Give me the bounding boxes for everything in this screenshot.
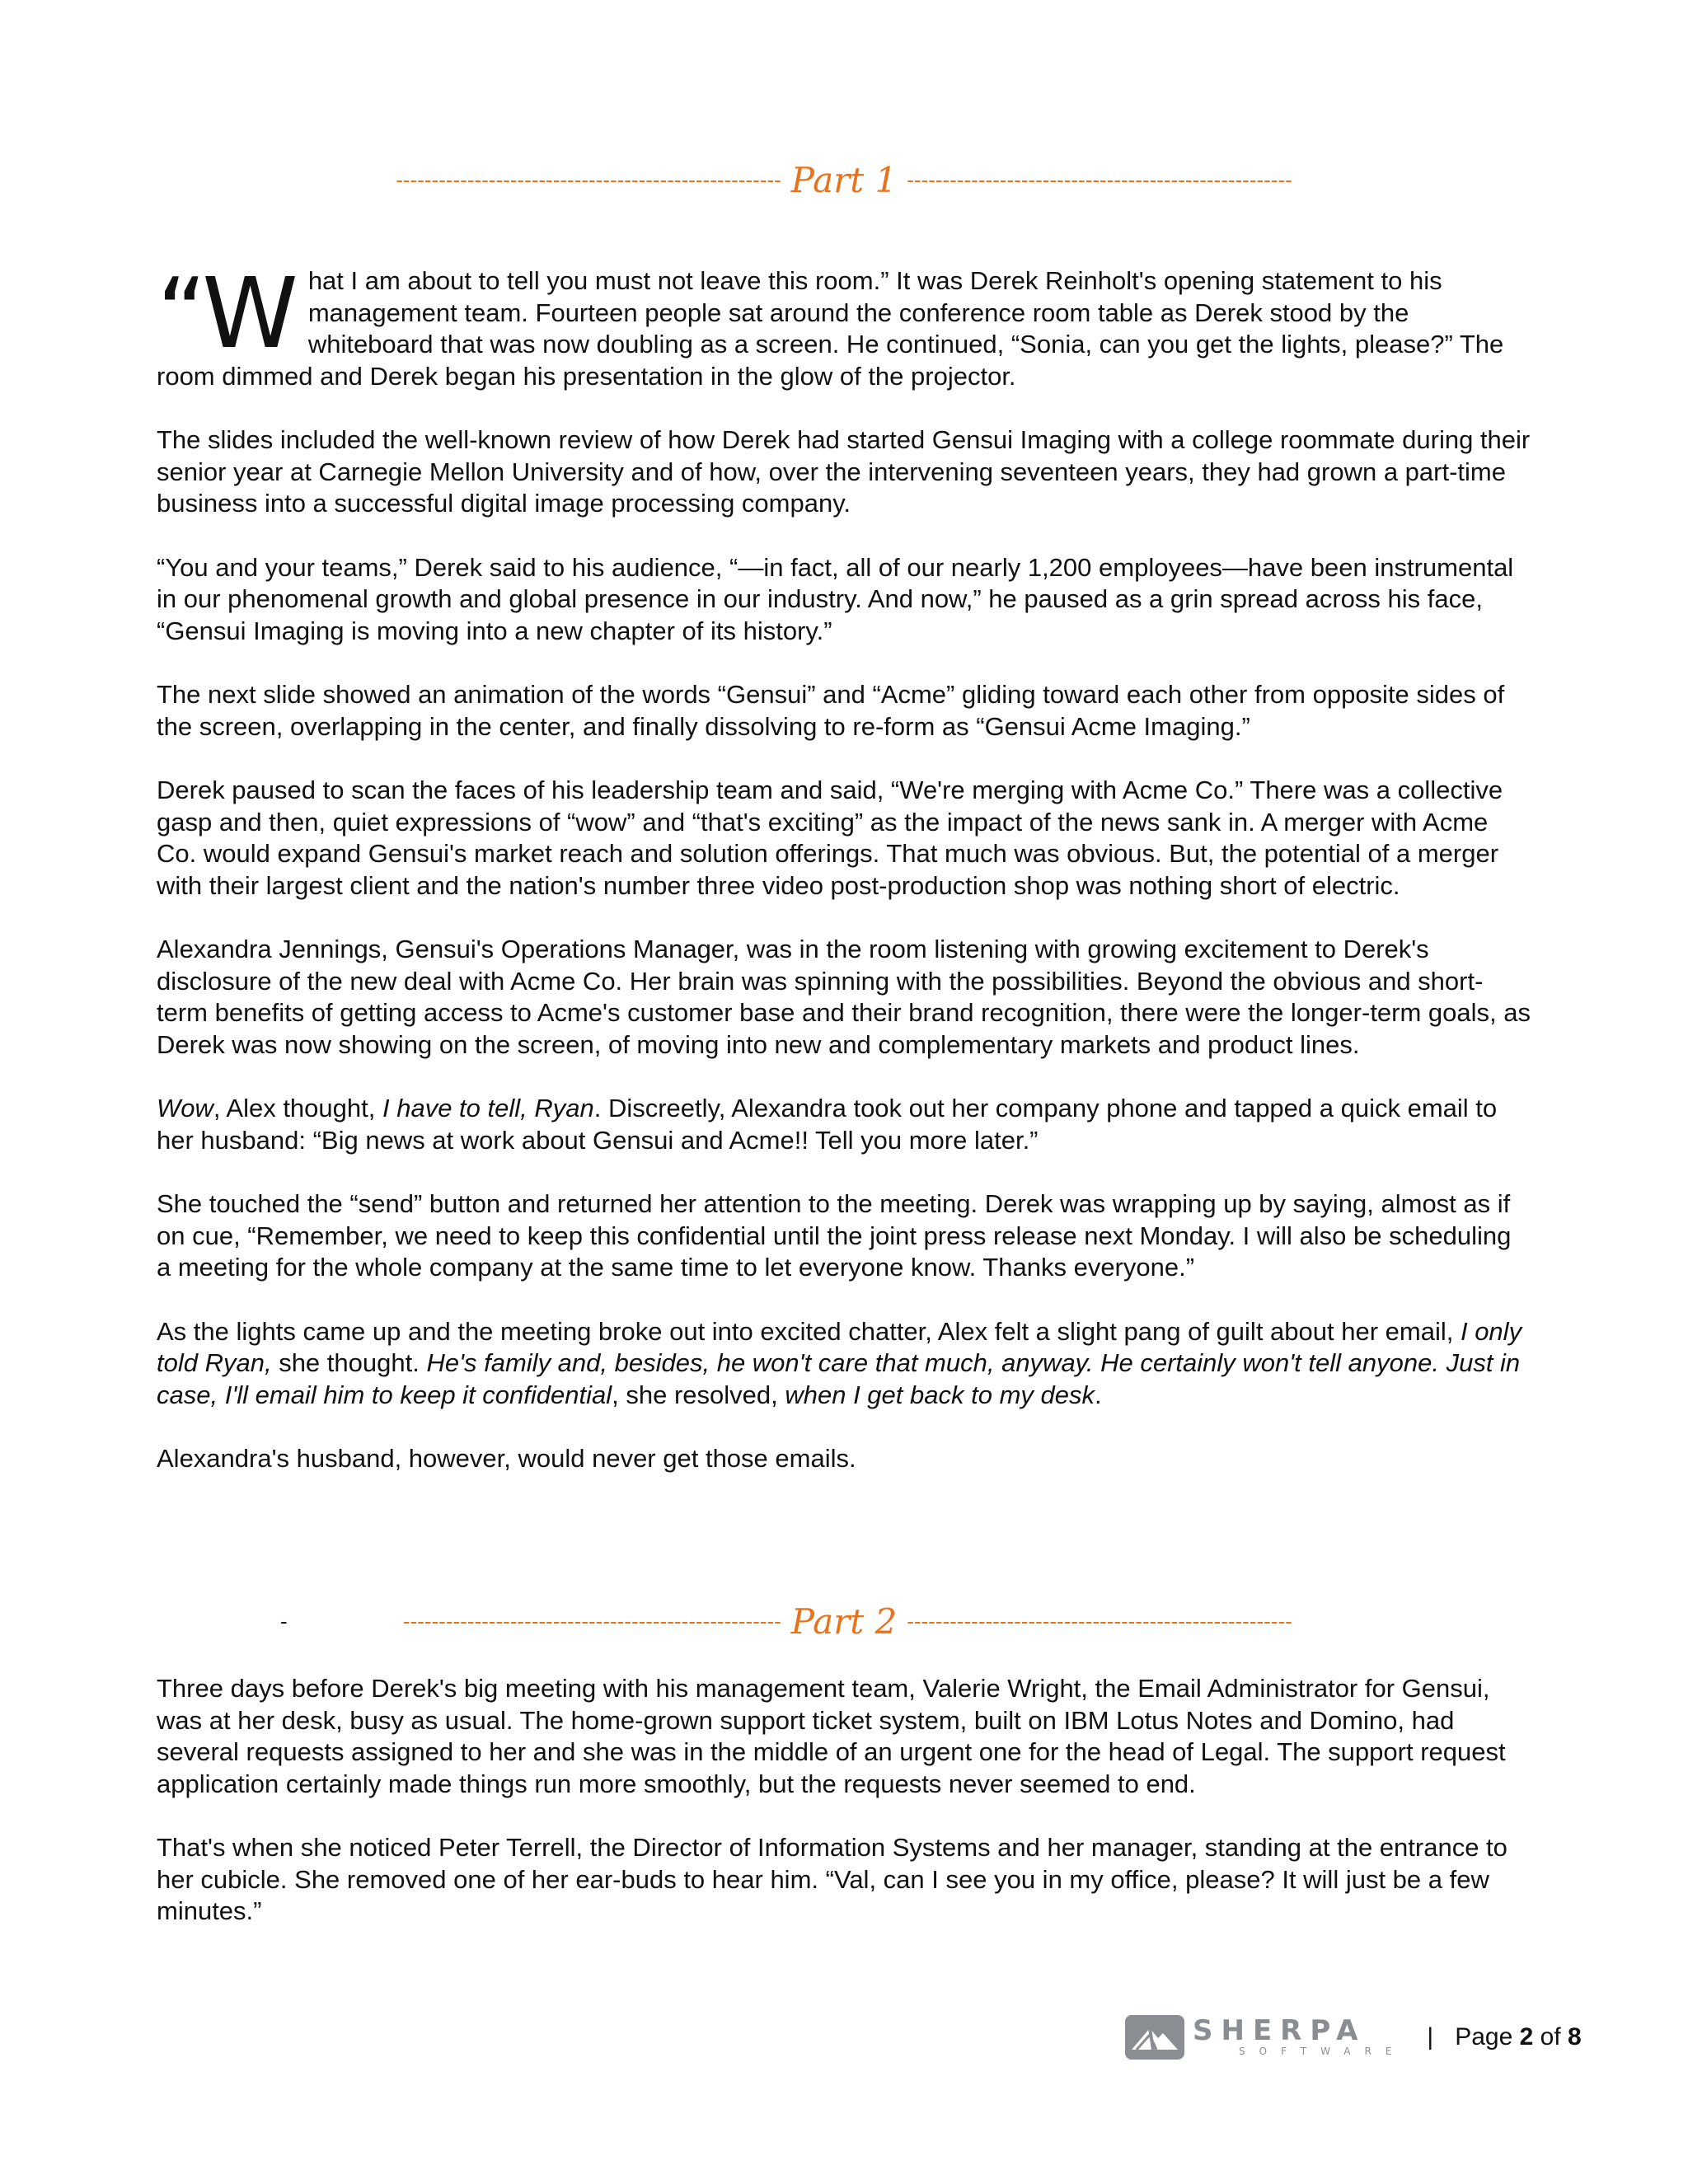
sherpa-logo-icon: [1125, 2015, 1184, 2060]
paragraph-text: .: [1095, 1380, 1102, 1409]
part-1-heading: [280, 155, 1408, 204]
heading-dashes-left: ------------------------------------------------------: [396, 166, 781, 192]
page-number: [1455, 2023, 1581, 2051]
paragraph: The next slide showed an animation of the words “Gensui” and “Acme” gliding toward each other from opposite sides of the screen, overlapping in the center, and finally dissolving to re-form as “Gensui Acme Imaging.”: [157, 680, 1505, 741]
part-2-title: Part 2: [790, 1601, 898, 1642]
paragraph: She touched the “send” button and returned her attention to the meeting. Derek was wrapping up by saying, almost as if on cue, “Remember, we need to keep this confidential until the joint press release next Monday. I will also be scheduling a meeting for the whole company at the same time to let everyone know. Thanks everyone.”: [157, 1189, 1512, 1282]
page-of: of: [1533, 2023, 1568, 2050]
paragraph: [157, 1316, 1531, 1412]
paragraph: Three days before Derek's big meeting with his management team, Valerie Wright, the Email Administrator for Gensui, was at her desk, busy as usual. The home-grown support ticket system, built on IBM Lotus Notes and Domino, had several requests assigned to her and she was in the middle of an urgent one for the head of Legal. The support request application certainly made things run more smoothly, but the requests never seemed to end.: [157, 1674, 1506, 1798]
page-footer: [1125, 2014, 1582, 2060]
paragraph-text: hat I am about to tell you must not leave this room.” It was Derek Reinholt's opening statement to his management team. Fourteen people sat around the conference room table as Derek stood by the whiteboard that was now doubling as a screen. He continued, “Sonia, can you get the lights, please?” The room dimmed and Derek began his presentation in the glow of the projector.: [157, 266, 1504, 391]
part-2-heading: [280, 1596, 1408, 1646]
paragraph: [157, 256, 1531, 392]
paragraph: That's when she noticed Peter Terrell, the Director of Information Systems and her manager, standing at the entrance to her cubicle. She removed one of her ear-buds to hear him. “Val, can I see you in my office, please? It will just be a few minutes.”: [157, 1833, 1507, 1925]
drop-cap: “W: [157, 256, 293, 370]
part-1-title: Part 1: [790, 159, 898, 200]
page-current: 2: [1519, 2023, 1534, 2050]
logo-text: SHERPA: [1193, 2014, 1367, 2047]
italic-text: I have to tell, Ryan: [382, 1094, 594, 1122]
paragraph-text: As the lights came up and the meeting broke out into excited chatter, Alex felt a slight pang of guilt about her email,: [157, 1316, 1461, 1346]
paragraph-text: , she resolved,: [612, 1380, 785, 1409]
paragraph-text: , Alex thought,: [213, 1094, 382, 1122]
paragraph: The slides included the well-known review of how Derek had started Gensui Imaging with a college roommate during their senior year at Carnegie Mellon University and of how, over the intervening seventeen years, they had grown a part-time business into a successful digital image processing company.: [157, 425, 1531, 518]
heading-dashes-right: ------------------------------------------------------: [907, 1608, 1292, 1633]
heading-dashes-left: -----------------------------------------------------: [402, 1608, 781, 1633]
paragraph-text: . Discreetly, Alexandra took out her company phone and tapped a quick email to her husband: “Big news at work about Gensui and Acme!! Tell you more later.”: [157, 1094, 1498, 1155]
page-label: Page: [1455, 2023, 1520, 2050]
italic-text: He's family and, besides, he won't care that much, anyway. He certainly won't tell anyone. Just in case, I'll email him to keep it confidential: [157, 1348, 1521, 1409]
italic-text: Wow: [157, 1094, 213, 1122]
paragraph: Alexandra's husband, however, would never get those emails.: [157, 1444, 856, 1473]
paragraph-text: she thought.: [271, 1348, 427, 1377]
heading-dashes-right: ------------------------------------------------------: [907, 166, 1292, 192]
italic-text: I only told Ryan,: [157, 1316, 1522, 1377]
heading-lead-dash: -: [280, 1608, 288, 1633]
italic-text: when I get back to my desk: [785, 1380, 1095, 1409]
part-2-body: [157, 1673, 1531, 1960]
sherpa-logo-wordmark: [1193, 2014, 1406, 2058]
paragraph: Alexandra Jennings, Gensui's Operations Manager, was in the room listening with growing excitement to Derek's disclosure of the new deal with Acme Co. Her brain was spinning with the possibilities. Beyond the obvious and short-term benefits of getting access to Acme's customer base and their brand recognition, there were the longer-term goals, as Derek was now showing on the screen, of moving into new and complementary markets and product lines.: [157, 935, 1531, 1059]
paragraph: Derek paused to scan the faces of his leadership team and said, “We're merging with Acme Co.” There was a collective gasp and then, quiet expressions of “wow” and “that's exciting” as the impact of the news sank in. A merger with Acme Co. would expand Gensui's market reach and solution offerings. That much was obvious. But, the potential of a merger with their largest client and the nation's number three video post-production shop was nothing short of electric.: [157, 776, 1503, 900]
logo-subtext: SOFTWARE: [1239, 2046, 1406, 2057]
paragraph: [157, 1093, 1531, 1156]
page-total: 8: [1568, 2023, 1582, 2050]
footer-separator: |: [1427, 2023, 1434, 2050]
paragraph: “You and your teams,” Derek said to his audience, “—in fact, all of our nearly 1,200 employees—have been instrumental in our phenomenal growth and global presence in our industry. And now,” he paused as a grin spread across his face, “Gensui Imaging is moving into a new chapter of its history.”: [157, 552, 1514, 645]
part-1-body: [157, 256, 1531, 1507]
